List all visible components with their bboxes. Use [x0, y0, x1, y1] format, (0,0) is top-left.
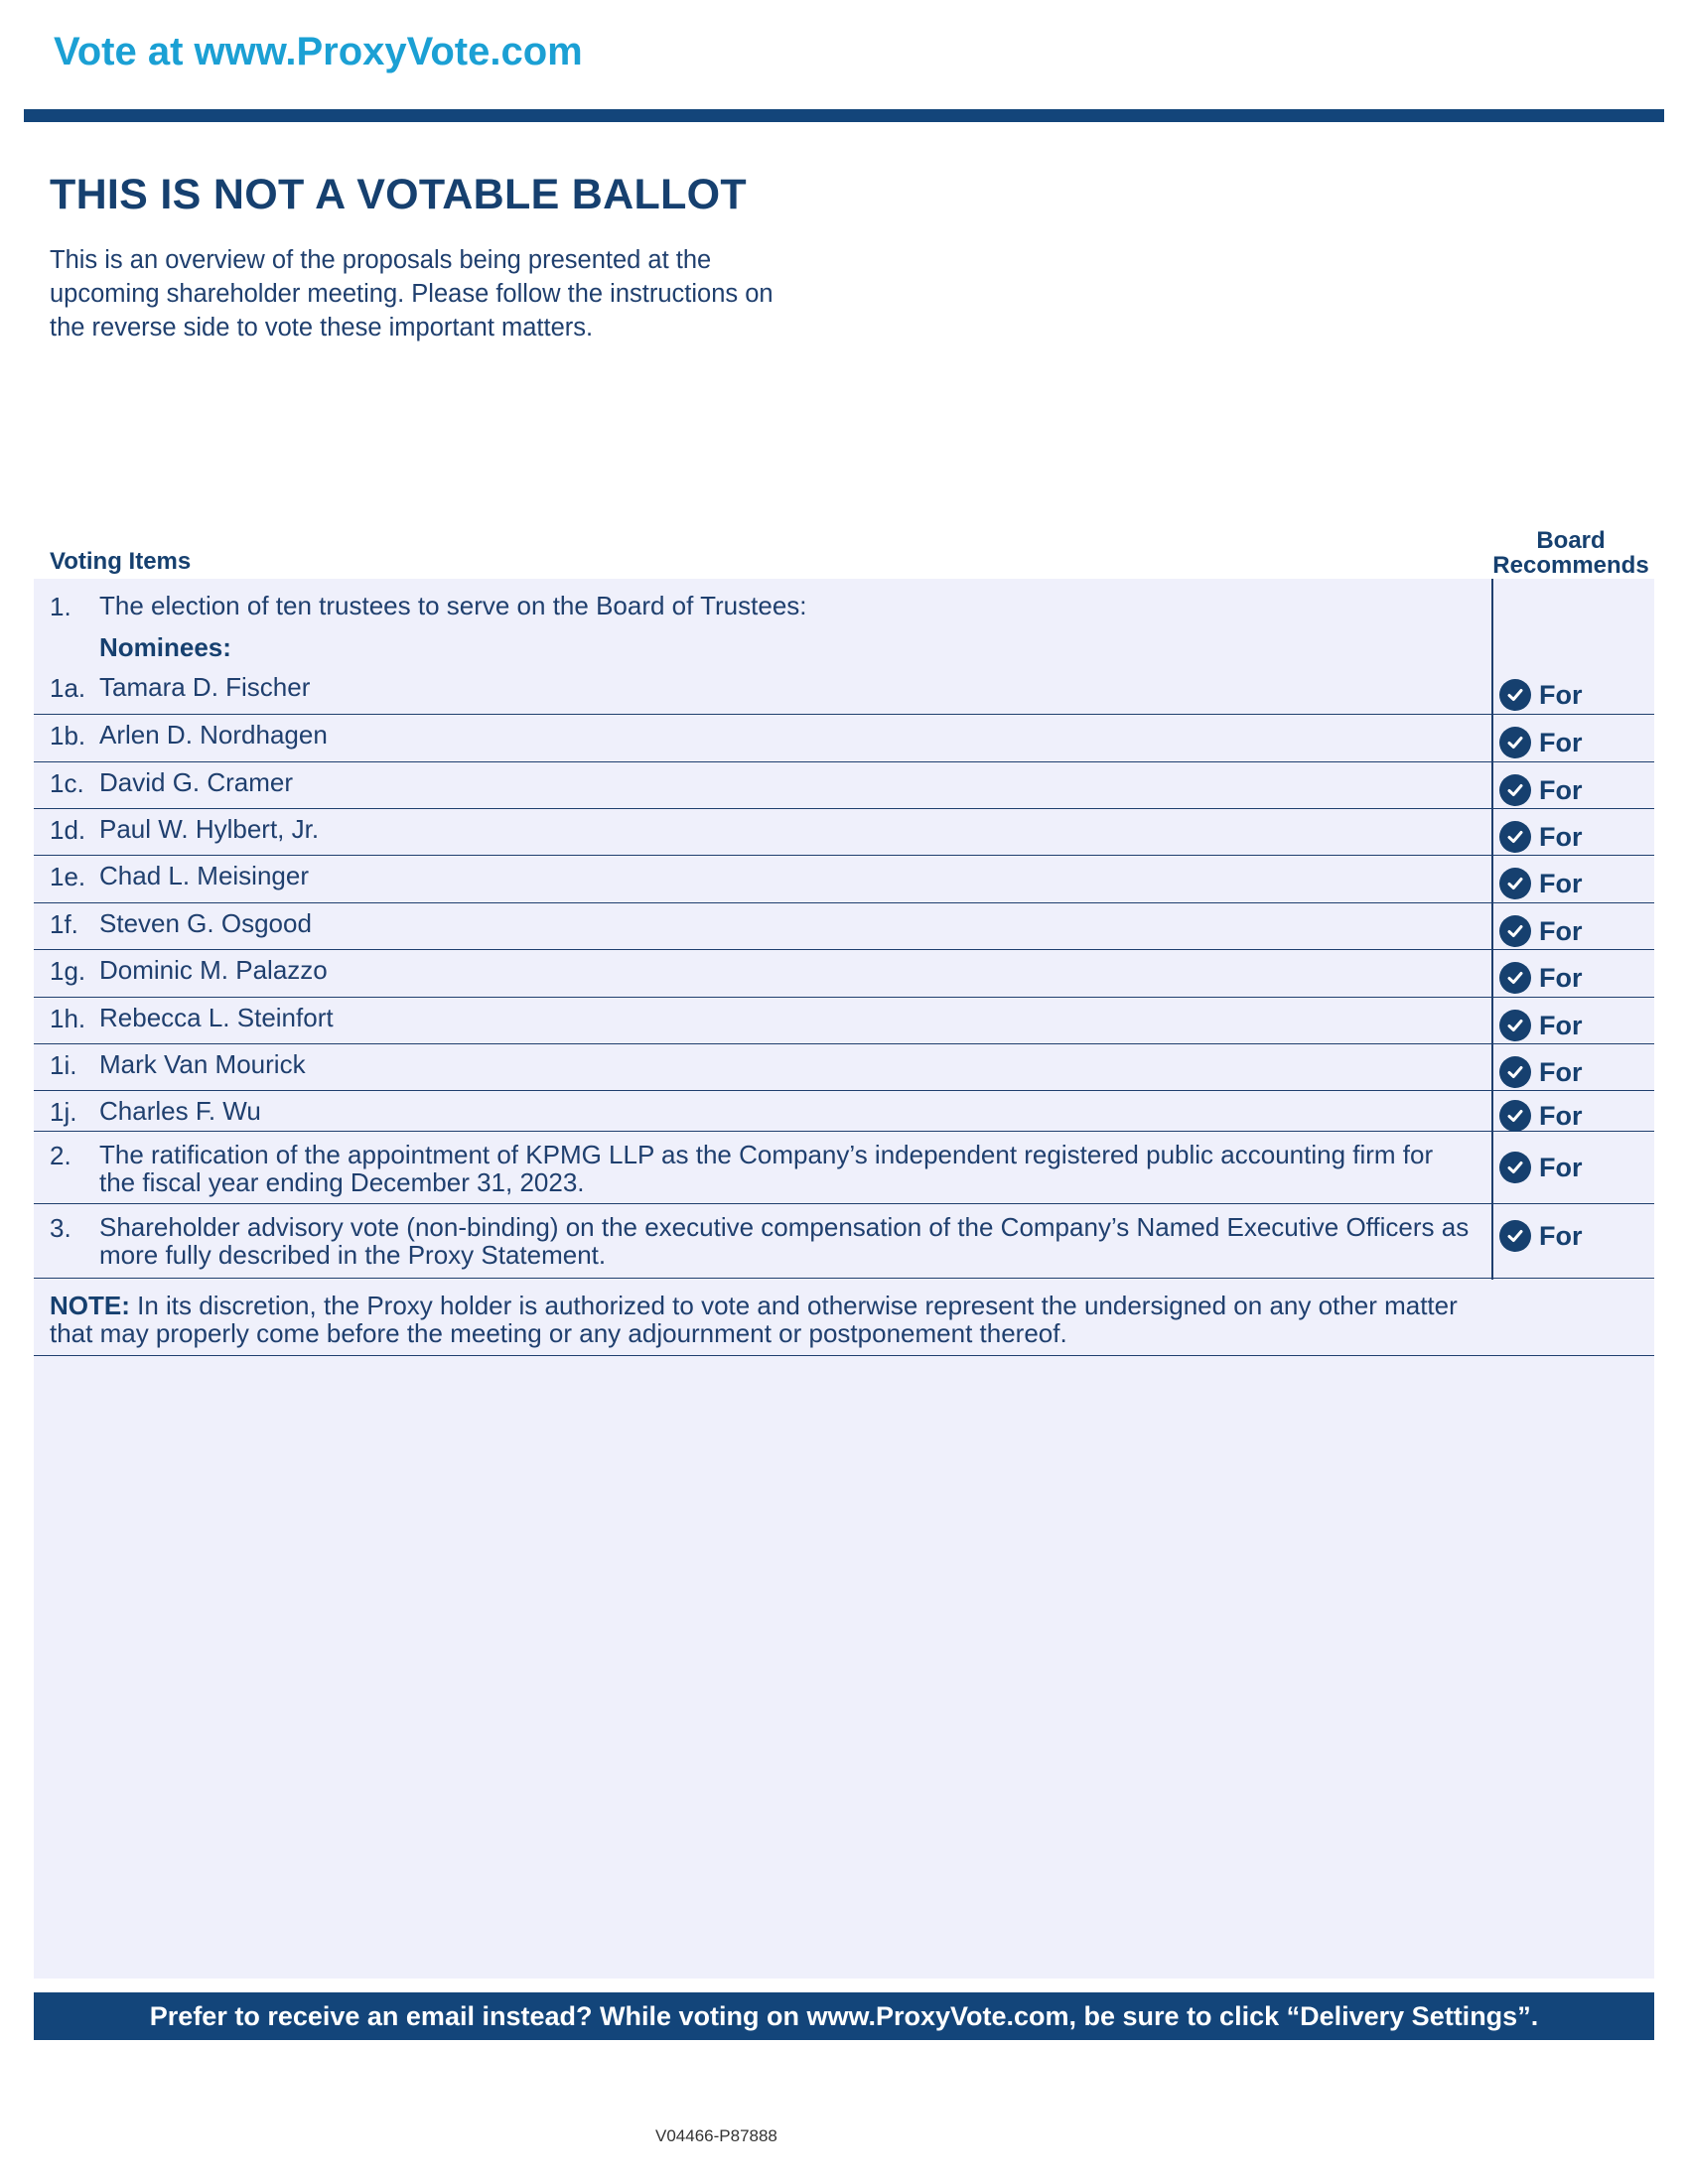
proposal-3-line-2: more fully described in the Proxy Statement. [99, 1240, 607, 1270]
nominee-number: 1a. [50, 673, 86, 703]
nominee-rec-label: For [1539, 1056, 1583, 1087]
nominee-name: Mark Van Mourick [99, 1049, 306, 1079]
nominee-row [34, 1091, 1654, 1132]
nominee-name: Steven G. Osgood [99, 908, 312, 938]
proposal-3-recommendation [1499, 1220, 1583, 1252]
nominee-name: Chad L. Meisinger [99, 861, 309, 890]
check-circle-icon [1499, 774, 1531, 806]
document-code: V04466-P87888 [655, 2126, 777, 2145]
board-recommends-line-2: Recommends [1492, 552, 1649, 579]
nominee-rec-label: For [1539, 679, 1583, 710]
nominee-number: 1e. [50, 862, 86, 891]
nominee-recommendation [1499, 962, 1583, 994]
nominee-row [34, 762, 1654, 809]
nominees-label: Nominees: [99, 632, 231, 662]
nominee-number: 1d. [50, 815, 86, 845]
nominee-rec-label: For [1539, 1010, 1583, 1040]
nominee-recommendation [1499, 1056, 1583, 1088]
proposal-2-number: 2. [50, 1141, 71, 1170]
page-title: THIS IS NOT A VOTABLE BALLOT [50, 171, 747, 218]
nominee-row [34, 903, 1654, 950]
nominee-name: David G. Cramer [99, 767, 294, 797]
nominee-row [34, 1044, 1654, 1091]
nominee-number: 1f. [50, 909, 78, 939]
check-circle-icon [1499, 1220, 1531, 1252]
nominee-rec-label: For [1539, 774, 1583, 805]
voting-items-header: Voting Items [50, 548, 192, 575]
delivery-settings-banner: Prefer to receive an email instead? While voting on www.ProxyVote.com, be sure to click “Delivery Settings”. [34, 1992, 1654, 2040]
nominee-number: 1i. [50, 1050, 77, 1080]
intro-paragraph [50, 243, 844, 344]
nominee-recommendation [1499, 1100, 1583, 1132]
nominee-row [34, 667, 1654, 715]
nominee-recommendation [1499, 915, 1583, 947]
intro-line-1: This is an overview of the proposals being presented at the [50, 246, 712, 274]
nominee-name: Charles F. Wu [99, 1096, 261, 1126]
check-circle-icon [1499, 1056, 1531, 1088]
nominee-recommendation [1499, 821, 1583, 853]
nominee-name: Paul W. Hylbert, Jr. [99, 814, 320, 844]
proxyvote-link[interactable]: Vote at www.ProxyVote.com [54, 30, 583, 73]
nominee-name: Arlen D. Nordhagen [99, 720, 328, 750]
note-body: In its discretion, the Proxy holder is authorized to vote and otherwise represent the undersigned on any other matter that may properly come before the meeting or any adjournment or postponement thereof. [50, 1291, 1458, 1348]
nominee-name: Tamara D. Fischer [99, 672, 311, 702]
nominee-rec-label: For [1539, 821, 1583, 852]
nominee-row [34, 998, 1654, 1044]
proposal-3-row [34, 1204, 1654, 1279]
check-circle-icon [1499, 915, 1531, 947]
nominee-row [34, 950, 1654, 998]
proposal-1-number: 1. [50, 592, 71, 621]
proposal-3-number: 3. [50, 1213, 71, 1243]
nominee-row [34, 809, 1654, 856]
nominee-number: 1g. [50, 956, 86, 986]
check-circle-icon [1499, 1010, 1531, 1041]
intro-line-2: upcoming shareholder meeting. Please follow the instructions on [50, 280, 774, 308]
check-circle-icon [1499, 868, 1531, 899]
proposal-2-line-1: The ratification of the appointment of KPMG LLP as the Company’s independent registered public accounting firm for [99, 1140, 1434, 1169]
note-label: NOTE: [50, 1291, 130, 1320]
proposal-2-row [34, 1132, 1654, 1204]
nominee-row [34, 856, 1654, 903]
check-circle-icon [1499, 962, 1531, 994]
nominee-row [34, 715, 1654, 762]
proposal-2-rec-label: For [1539, 1152, 1583, 1182]
nominee-rec-label: For [1539, 915, 1583, 946]
note-text [50, 1292, 1499, 1347]
board-recommends-line-1: Board [1536, 527, 1606, 554]
nominee-recommendation [1499, 679, 1583, 711]
nominee-recommendation [1499, 727, 1583, 758]
check-circle-icon [1499, 821, 1531, 853]
nominee-recommendation [1499, 1010, 1583, 1041]
proposal-3-rec-label: For [1539, 1220, 1583, 1251]
nominee-rec-label: For [1539, 1100, 1583, 1131]
nominee-number: 1h. [50, 1004, 86, 1033]
nominee-number: 1j. [50, 1097, 77, 1127]
header-divider [24, 109, 1664, 122]
nominee-name: Dominic M. Palazzo [99, 955, 328, 985]
nominee-number: 1c. [50, 768, 84, 798]
proposal-3-line-1: Shareholder advisory vote (non-binding) on the executive compensation of the Company’s Named Executive Officers as [99, 1212, 1470, 1242]
check-circle-icon [1499, 679, 1531, 711]
proposal-3-text [99, 1213, 1514, 1269]
intro-line-3: the reverse side to vote these important matters. [50, 314, 594, 341]
check-circle-icon [1499, 1100, 1531, 1132]
nominee-rec-label: For [1539, 962, 1583, 993]
nominee-recommendation [1499, 774, 1583, 806]
nominee-name: Rebecca L. Steinfort [99, 1003, 334, 1032]
check-circle-icon [1499, 727, 1531, 758]
nominee-number: 1b. [50, 721, 86, 751]
proposal-2-recommendation [1499, 1152, 1583, 1183]
proposal-2-text [99, 1141, 1514, 1196]
check-circle-icon [1499, 1152, 1531, 1183]
proposal-1-text: The election of ten trustees to serve on the Board of Trustees: [99, 591, 807, 620]
board-recommends-header [1491, 528, 1650, 578]
nominee-rec-label: For [1539, 868, 1583, 898]
nominee-rec-label: For [1539, 727, 1583, 757]
proposal-2-line-2: the fiscal year ending December 31, 2023. [99, 1167, 585, 1197]
nominee-recommendation [1499, 868, 1583, 899]
